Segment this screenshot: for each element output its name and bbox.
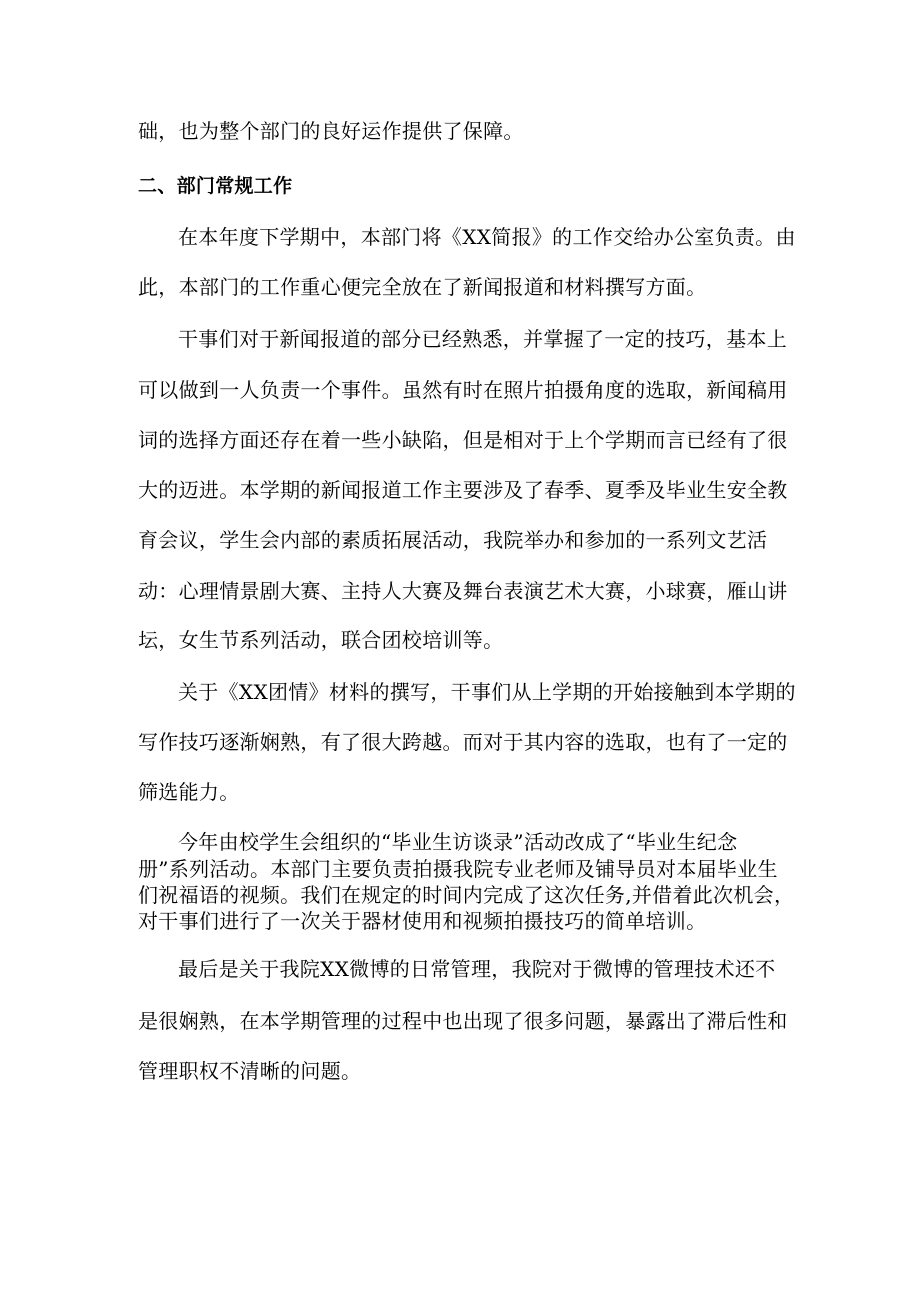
paragraph-2-line: 词的选择方面还存在着一些小缺陷，但是相对于上个学期而言已经有了很 — [138, 428, 788, 452]
continuation-line: 础，也为整个部门的良好运作提供了保障。 — [138, 119, 524, 143]
paragraph-1-line: 此，本部门的工作重心便完全放在了新闻报道和材料撰写方面。 — [138, 275, 707, 299]
paragraph-4-line: 对干事们进行了一次关于器材使用和视频拍摄技巧的简单培训。 — [138, 909, 707, 933]
paragraph-1-line: 在本年度下学期中，本部门将《XX简报》的工作交给办公室负责。由 — [178, 225, 796, 249]
paragraph-2-line: 动：心理情景剧大赛、主持人大赛及舞台表演艺术大赛，小球赛，雁山讲 — [138, 579, 788, 603]
paragraph-4-line: 今年由校学生会组织的“毕业生访谈录”活动改成了“毕业生纪念 — [178, 830, 738, 854]
paragraph-2-line: 育会议，学生会内部的素质拓展活动，我院举办和参加的一系列文艺活 — [138, 528, 768, 552]
section-heading: 二、部门常规工作 — [138, 175, 293, 197]
paragraph-3-line: 筛选能力。 — [138, 780, 240, 804]
paragraph-5-line: 最后是关于我院XX微博的日常管理，我院对于微博的管理技术还不 — [178, 957, 776, 981]
paragraph-2-line: 干事们对于新闻报道的部分已经熟悉，并掌握了一定的技巧，基本上 — [178, 327, 787, 351]
paragraph-5-line: 是很娴熟，在本学期管理的过程中也出现了很多问题，暴露出了滞后性和 — [138, 1009, 788, 1033]
paragraph-2-line: 可以做到一人负责一个事件。虽然有时在照片拍摄角度的选取，新闻稿用 — [138, 378, 788, 402]
paragraph-3-line: 写作技巧逐渐娴熟，有了很大跨越。而对于其内容的选取，也有了一定的 — [138, 730, 788, 754]
paragraph-2-line: 大的迈进。本学期的新闻报道工作主要涉及了春季、夏季及毕业生安全教 — [138, 478, 788, 502]
paragraph-4-line: 册”系列活动。本部门主要负责拍摄我院专业老师及铺导员对本届毕业生 — [138, 857, 778, 881]
paragraph-3-line: 关于《XX团情》材料的撰写，干事们从上学期的开始接触到本学期的 — [178, 680, 796, 704]
paragraph-2-line: 坛，女生节系列活动，联合团校培训等。 — [138, 628, 504, 652]
paragraph-5-line: 管理职权不清晰的问题。 — [138, 1059, 362, 1083]
paragraph-4-line: 们祝福语的视频。我们在规定的时间内完成了这次任务,并借着此次机会， — [138, 883, 795, 907]
